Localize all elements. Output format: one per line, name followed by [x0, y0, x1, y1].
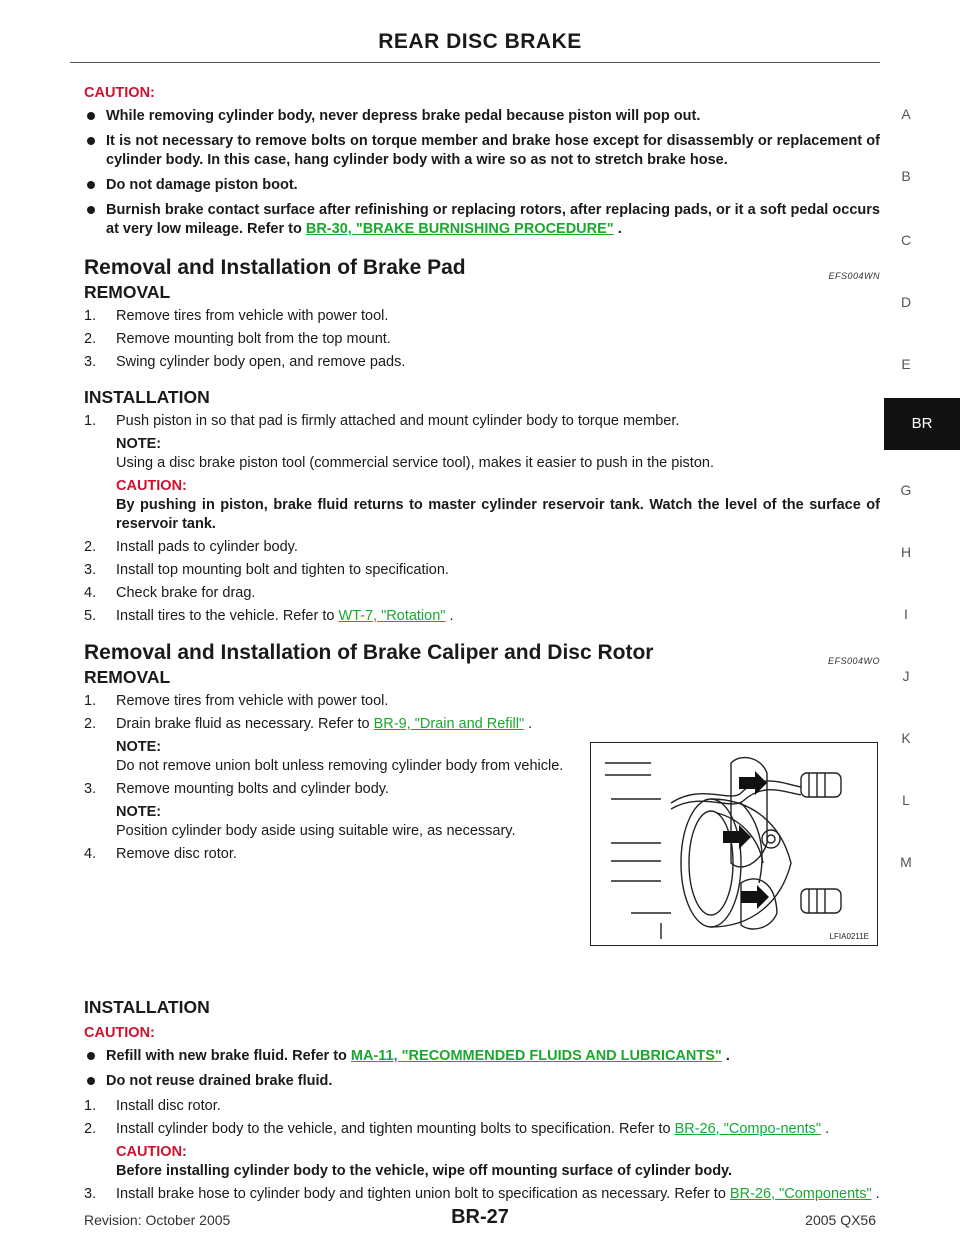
- caution-bullet: While removing cylinder body, never depress brake pedal because piston will pop out.: [84, 107, 880, 126]
- caution-block: [84, 1143, 880, 1181]
- bullet-icon: [87, 112, 95, 120]
- bullet-icon: [87, 181, 95, 189]
- step-item: 1. Remove tires from vehicle with power tool.: [84, 308, 389, 324]
- index-letter-j[interactable]: J: [902, 668, 910, 684]
- note-label: NOTE:: [116, 436, 162, 452]
- step-item: 3. Remove mounting bolts and cylinder body.: [84, 781, 389, 797]
- link-br26-components-2[interactable]: BR-26, "Components": [729, 1186, 872, 1202]
- caution-text: Before installing cylinder body to the vehicle, wipe off mounting surface of cylinder body.: [116, 1163, 733, 1179]
- caution-bullet: Refill with new brake fluid. Refer to MA-11, "RECOMMENDED FLUIDS AND LUBRICANTS" .: [84, 1047, 880, 1066]
- footer-model: 2005 QX56: [805, 1212, 876, 1228]
- figure-code: LFIA0211E: [829, 932, 869, 941]
- step-item: 2. Drain brake fluid as necessary. Refer to BR-9, "Drain and Refill" .: [84, 716, 533, 732]
- side-index: [884, 0, 960, 1242]
- note-label: NOTE:: [116, 739, 162, 755]
- bullet-icon: [87, 137, 95, 145]
- footer-revision: Revision: October 2005: [84, 1212, 231, 1228]
- caution-text: By pushing in piston, brake fluid returns to master cylinder reservoir tank. Watch the level of the surface of reservoir tank.: [116, 497, 880, 532]
- link-wt7-rotation[interactable]: WT-7, "Rotation": [338, 608, 446, 624]
- note-label: NOTE:: [116, 804, 162, 820]
- index-letter-g[interactable]: G: [900, 482, 912, 498]
- index-letter-k[interactable]: K: [901, 730, 911, 746]
- step-item: 3. Install top mounting bolt and tighten to specification.: [84, 562, 449, 578]
- step-item: 1. Remove tires from vehicle with power tool.: [84, 693, 389, 709]
- link-brake-burnishing[interactable]: BR-30, "BRAKE BURNISHING PROCEDURE": [305, 221, 614, 237]
- caution-label: CAUTION:: [116, 1144, 187, 1160]
- bullet-icon: [87, 1052, 95, 1060]
- step-item: 2. Remove mounting bolt from the top mount.: [84, 331, 391, 347]
- index-tab-br[interactable]: BR: [884, 398, 960, 450]
- index-letter-e[interactable]: E: [901, 356, 911, 372]
- caution-bullet: Do not damage piston boot.: [84, 176, 880, 195]
- index-letter-c[interactable]: C: [900, 232, 912, 248]
- section-title-brake-pad: Removal and Installation of Brake Pad EFS004WN: [84, 255, 880, 281]
- caution-label: CAUTION:: [116, 478, 187, 494]
- page-title: REAR DISC BRAKE: [378, 30, 582, 53]
- subsection-installation: INSTALLATION: [84, 997, 210, 1017]
- caution-bullet: Burnish brake contact surface after refinishing or replacing rotors, after replacing pads, or it a soft pedal occurs at very low mileage. Refer to BR-30, "BRAKE BURNISHING PROCEDURE" .: [84, 201, 880, 239]
- note-text: Do not remove union bolt unless removing cylinder body from vehicle.: [116, 758, 564, 774]
- index-letter-i[interactable]: I: [904, 606, 908, 622]
- main-content: [84, 84, 880, 1208]
- section-code: EFS004WN: [828, 271, 880, 281]
- step-item: 3. Install brake hose to cylinder body and tighten union bolt to specification as necessary. Refer to BR-26, "Components" .: [84, 1186, 880, 1202]
- link-br26-components[interactable]: BR-26, "Compo-nents": [674, 1121, 822, 1137]
- link-ma11-fluids[interactable]: MA-11, "RECOMMENDED FLUIDS AND LUBRICANTS": [350, 1048, 722, 1064]
- step-item: 2. Install pads to cylinder body.: [84, 539, 298, 555]
- caliper-illustration: [590, 742, 878, 946]
- step-item: 3. Swing cylinder body open, and remove pads.: [84, 354, 406, 370]
- caution-label: CAUTION:: [84, 85, 155, 101]
- subsection-removal: REMOVAL: [84, 667, 171, 687]
- caution-bullet: It is not necessary to remove bolts on torque member and brake hose except for disassembly or replacement of cylinder body. In this case, hang cylinder body with a wire so as not to stretch brake hose.: [84, 132, 880, 170]
- step-item: 5. Install tires to the vehicle. Refer to WT-7, "Rotation" .: [84, 608, 454, 624]
- section-title-caliper-rotor: Removal and Installation of Brake Caliper and Disc Rotor EFS004WO: [84, 640, 880, 666]
- caution-block: [84, 477, 880, 534]
- step-item: 1. Push piston in so that pad is firmly attached and mount cylinder body to torque member.: [84, 413, 680, 429]
- index-letter-h[interactable]: H: [900, 544, 912, 560]
- index-letter-m[interactable]: M: [900, 854, 912, 870]
- step-item: 4. Remove disc rotor.: [84, 846, 237, 862]
- index-letter-l[interactable]: L: [902, 792, 910, 808]
- caliper-drawing: [591, 743, 877, 945]
- step-item: 2. Install cylinder body to the vehicle, and tighten mounting bolts to specification. Refer to BR-26, "Compo-nents" .: [84, 1121, 830, 1137]
- page-number: BR-27: [451, 1206, 509, 1228]
- bullet-icon: [87, 1077, 95, 1085]
- caution-label: CAUTION:: [84, 1025, 155, 1041]
- caution-bullet: Do not reuse drained brake fluid.: [84, 1072, 880, 1091]
- subsection-installation: INSTALLATION: [84, 387, 210, 407]
- index-letter-d[interactable]: D: [900, 294, 912, 310]
- bullet-icon: [87, 206, 95, 214]
- note-text: Using a disc brake piston tool (commercial service tool), makes it easier to push in the piston.: [116, 455, 714, 471]
- index-letter-a[interactable]: A: [901, 106, 911, 122]
- link-br9-drain-refill[interactable]: BR-9, "Drain and Refill": [373, 716, 525, 732]
- header-divider: [70, 62, 880, 63]
- step-item: 4. Check brake for drag.: [84, 585, 256, 601]
- index-letter-b[interactable]: B: [901, 168, 911, 184]
- section-code: EFS004WO: [827, 656, 880, 666]
- note-text: Position cylinder body aside using suitable wire, as necessary.: [116, 823, 516, 839]
- subsection-removal: REMOVAL: [84, 282, 171, 302]
- step-item: 1. Install disc rotor.: [84, 1098, 221, 1114]
- arrow-right-icon: [741, 885, 769, 909]
- note-block: [84, 435, 880, 473]
